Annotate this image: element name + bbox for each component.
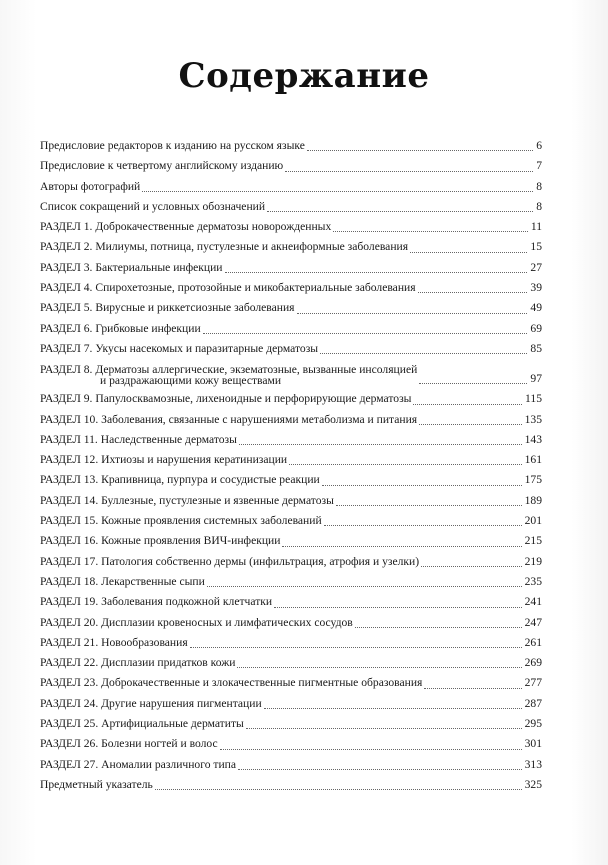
toc-entry[interactable] — [40, 775, 542, 795]
toc-entry-page: 69 — [530, 321, 542, 335]
toc-entry-page: 325 — [524, 777, 542, 791]
dot-leader — [320, 352, 527, 354]
dot-leader — [289, 463, 521, 465]
toc-entry-page: 201 — [524, 514, 542, 528]
dot-leader — [285, 170, 533, 172]
page-title: Содержание — [178, 56, 430, 96]
toc-entry-title: Предисловие редакторов к изданию на русском языке — [40, 139, 305, 152]
dot-leader — [413, 403, 522, 405]
toc-entry-page: 7 — [536, 159, 542, 173]
toc-entry-title: РАЗДЕЛ 15. Кожные проявления системных заболеваний — [40, 514, 322, 528]
toc-entry[interactable] — [40, 633, 542, 653]
dot-leader — [238, 768, 522, 770]
dot-leader — [421, 565, 522, 567]
toc-entry-title: РАЗДЕЛ 9. Папулосквамозные, лихеноидные и перфорирующие дерматозы — [40, 392, 412, 406]
dot-leader — [424, 687, 521, 689]
toc-entry-page: 6 — [536, 139, 542, 152]
toc-entry-page: 27 — [530, 260, 542, 274]
toc-entry-title: РАЗДЕЛ 12. Ихтиозы и нарушения кератинизации — [40, 453, 288, 467]
toc-entry-page: 247 — [524, 615, 542, 629]
toc-entry-title: РАЗДЕЛ 4. Спирохетозные, протозойные и микобактериальные заболевания — [40, 281, 416, 295]
toc-entry-page: 287 — [524, 696, 542, 710]
toc-entry-title: РАЗДЕЛ 13. Крапивница, пурпура и сосудистые реакции — [40, 473, 320, 487]
toc-entry-page: 85 — [530, 341, 542, 355]
toc-entry-page: 39 — [530, 281, 542, 295]
toc-entry[interactable] — [40, 450, 542, 470]
toc-entry[interactable] — [40, 278, 542, 298]
toc-entry-page: 241 — [524, 595, 542, 609]
dot-leader — [207, 585, 522, 587]
dot-leader — [418, 291, 528, 293]
toc-entry-title: РАЗДЕЛ 24. Другие нарушения пигментации — [40, 696, 262, 710]
dot-leader — [324, 524, 522, 526]
toc-entry-page: 161 — [524, 453, 542, 467]
toc-entry-title: РАЗДЕЛ 6. Грибковые инфекции — [40, 321, 201, 335]
toc-entry[interactable] — [40, 714, 542, 734]
dot-leader — [142, 190, 533, 192]
dot-leader — [307, 149, 533, 151]
toc-entry-title: РАЗДЕЛ 19. Заболевания подкожной клетчатки — [40, 595, 273, 609]
toc-entry[interactable] — [40, 491, 542, 511]
toc-entry-title: РАЗДЕЛ 14. Буллезные, пустулезные и язвенные дерматозы — [40, 493, 334, 507]
toc-entry-page: 15 — [530, 240, 542, 254]
dot-leader — [246, 727, 522, 729]
dot-leader — [322, 484, 522, 486]
toc-entry-page: 175 — [524, 473, 542, 487]
toc-entry[interactable] — [40, 673, 542, 693]
toc-entry-title: РАЗДЕЛ 25. Артифициальные дерматиты — [40, 717, 244, 731]
toc-entry-page: 277 — [524, 676, 542, 690]
dot-leader — [239, 443, 522, 445]
toc-entry-page: 143 — [524, 432, 542, 446]
toc-entry-page: 49 — [530, 301, 542, 315]
toc-entry[interactable] — [40, 177, 542, 197]
toc-entry-page: 301 — [524, 737, 542, 751]
toc-entry[interactable] — [40, 156, 542, 176]
toc-entry-page: 97 — [530, 371, 542, 385]
toc-entry-title-line2: и раздражающими кожу веществами — [100, 374, 282, 388]
toc-entry-page: 219 — [524, 554, 542, 568]
toc-entry[interactable] — [40, 339, 542, 359]
toc-entry-title: Авторы фотографий — [40, 179, 141, 193]
toc-entry[interactable] — [40, 197, 542, 217]
dot-leader — [155, 788, 522, 790]
toc-entry-title: РАЗДЕЛ 22. Дисплазии придатков кожи — [40, 656, 236, 670]
toc-entry[interactable] — [40, 298, 542, 318]
toc-entry[interactable] — [40, 613, 542, 633]
toc-entry-page: 269 — [524, 656, 542, 670]
toc-entry-title: РАЗДЕЛ 23. Доброкачественные и злокачественные пигментные образования — [40, 676, 423, 690]
toc-entry-page: 261 — [524, 635, 542, 649]
toc-entry[interactable] — [40, 430, 542, 450]
dot-leader — [410, 251, 527, 253]
toc-entry-page: 115 — [525, 392, 542, 406]
toc-entry-title: РАЗДЕЛ 1. Доброкачественные дерматозы новорожденных — [40, 220, 332, 234]
toc-entry[interactable] — [40, 552, 542, 572]
toc-entry-page: 313 — [524, 757, 542, 771]
toc-entry[interactable] — [40, 592, 542, 612]
toc-entry-title-line1: РАЗДЕЛ 8. Дерматозы аллергические, экзематозные, вызванные инсоляцией — [40, 363, 418, 377]
toc-entry[interactable] — [40, 359, 542, 389]
toc-entry[interactable] — [40, 410, 542, 430]
dot-leader — [220, 748, 522, 750]
toc-entry[interactable] — [40, 389, 542, 409]
toc-entry-title — [40, 359, 419, 389]
toc-entry-title: РАЗДЕЛ 10. Заболевания, связанные с нарушениями метаболизма и питания — [40, 412, 418, 426]
dot-leader — [419, 382, 527, 384]
toc-entry-title: РАЗДЕЛ 11. Наследственные дерматозы — [40, 432, 237, 446]
toc-entry[interactable] — [40, 136, 542, 156]
toc-entry-title: РАЗДЕЛ 7. Укусы насекомых и паразитарные дерматозы — [40, 341, 319, 355]
toc-entry-page: 215 — [524, 534, 542, 548]
dot-leader — [264, 707, 522, 709]
toc-entry-title: Предисловие к четвертому английскому изданию — [40, 159, 284, 173]
toc-entry-title: Предметный указатель — [40, 777, 153, 791]
toc-entry-title: Список сокращений и условных обозначений — [40, 199, 266, 213]
toc-entry-title: РАЗДЕЛ 17. Патология собственно дермы (инфильтрация, атрофия и узелки) — [40, 554, 420, 568]
toc-entry-title: РАЗДЕЛ 21. Новообразования — [40, 635, 188, 649]
dot-leader — [267, 210, 533, 212]
toc-entry-page: 11 — [530, 220, 542, 234]
toc-entry[interactable] — [40, 319, 542, 339]
toc-entry[interactable] — [40, 694, 542, 714]
dot-leader — [237, 666, 521, 668]
toc-entry-title: РАЗДЕЛ 26. Болезни ногтей и волос — [40, 737, 218, 751]
dot-leader — [225, 271, 528, 273]
toc-entry-title: РАЗДЕЛ 27. Аномалии различного типа — [40, 757, 237, 771]
dot-leader — [203, 332, 528, 334]
toc-entry[interactable] — [40, 653, 542, 673]
toc-entry-page: 8 — [536, 179, 542, 193]
dot-leader — [355, 626, 522, 628]
toc-entry-title: РАЗДЕЛ 16. Кожные проявления ВИЧ-инфекции — [40, 534, 281, 548]
toc-entry-page: 295 — [524, 717, 542, 731]
dot-leader — [274, 606, 521, 608]
toc-entry[interactable] — [40, 734, 542, 754]
toc-entry[interactable] — [40, 531, 542, 551]
toc-entry-title: РАЗДЕЛ 5. Вирусные и риккетсиозные заболевания — [40, 301, 295, 315]
toc-entry-page: 235 — [524, 574, 542, 588]
toc-entry[interactable] — [40, 470, 542, 490]
toc-entry[interactable] — [40, 572, 542, 592]
toc-entry[interactable] — [40, 755, 542, 775]
toc-entry-title: РАЗДЕЛ 18. Лекарственные сыпи — [40, 574, 205, 588]
dot-leader — [190, 646, 522, 648]
toc-entry[interactable] — [40, 237, 542, 257]
dot-leader — [336, 504, 522, 506]
toc-entry-page: 135 — [524, 412, 542, 426]
toc-entry-page: 8 — [536, 199, 542, 213]
toc-entry[interactable] — [40, 258, 542, 278]
toc-entry-title: РАЗДЕЛ 20. Дисплазии кровеносных и лимфатических сосудов — [40, 615, 353, 629]
toc-entry[interactable] — [40, 217, 542, 237]
dot-leader — [282, 545, 521, 547]
toc-entry-title: РАЗДЕЛ 3. Бактериальные инфекции — [40, 260, 223, 274]
dot-leader — [297, 312, 528, 314]
toc-entry[interactable] — [40, 511, 542, 531]
dot-leader — [333, 230, 528, 232]
dot-leader — [419, 423, 521, 425]
table-of-contents — [40, 136, 542, 795]
toc-entry-title: РАЗДЕЛ 2. Милиумы, потница, пустулезные и акнеиформные заболевания — [40, 240, 409, 254]
toc-entry-page: 189 — [524, 493, 542, 507]
